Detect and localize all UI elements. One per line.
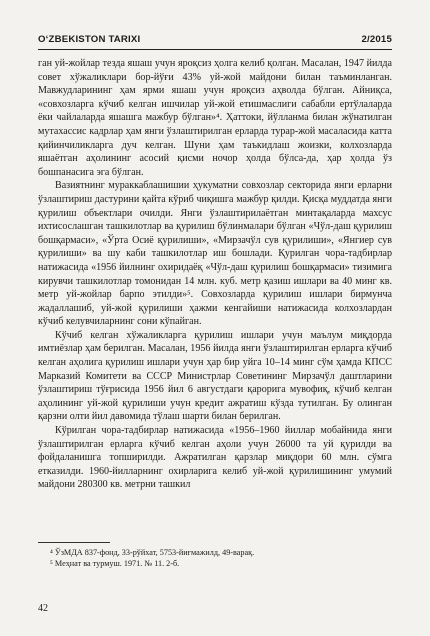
journal-title: O‘ZBEKISTON TARIXI xyxy=(38,34,141,45)
footnotes xyxy=(38,542,392,569)
page-number: 42 xyxy=(38,603,48,614)
paragraph-3: Кўчиб келган хўжаликларга қурилиш ишлари учун маълум миқдорда имтиёзлар ҳам берилган. Масалан, 1956 йилда янги ўзлаштирилган ерларга кўчиб келган аҳолига қурилиш ишлари учун ҳар бир уйга 10–14 минг сўм ҳамда КПСС Марказий Комитети ва СССР Министрлар Советининг Мирзачўл даштларини ўзлаштириш тўғрисида 1956 йил 6 августдаги қарорига мувофиқ, кўчиб келган аҳолининг уй-жой қурилиши учун кредит ажратиш кўзда тутилган. Бу олинган қарзни олти йил давомида тўлаш шарти билан берилган. xyxy=(38,329,392,423)
issue-number: 2/2015 xyxy=(361,34,392,45)
footnote-5: ⁵ Меҳнат ва турмуш. 1971. № 11. 2-б. xyxy=(50,559,180,568)
footnote-divider xyxy=(38,542,110,543)
running-header xyxy=(38,34,392,50)
paragraph-2: Вазиятнинг мураккаблашишии ҳукуматни совхозлар секторида янги ерларни ўзлаштириш дастурини қайта кўриб чиқишга мажбур қилди. Қисқа муддатда янги қурилиш объектлари очилди. Янги ўзлаштирилаётган минтақаларда махсус ихтисослашган ташкилотлар ва қурилиш бўлинмалари бўлган «Чўл-даш қурилиш бошқармаси», «Ўрта Осиё қурилиши», «Мирзачўл сув қурилиши», «Янгиер сув қурилиши» ва шу каби ташкилотлар иш бошлади. Қурилган чора-тадбирлар натижасида «1956 йилнинг охиридаёқ «Чўл-даш қурилиш бошқармаси» тизимига кирувчи ташкилотлар томонидан 14 млн. куб. метр қазиш ишлари ва 40 минг кв. метр уй-жойлар барпо этилди»⁵. Совхозларда қурилиш ишлари бирмунча жадаллашиб, уй-жой қурилиши ҳажми кенгайиши натижасида колхозлардан кўчиб келувчиларнинг сони кўпайган. xyxy=(38,180,392,328)
article-body xyxy=(38,57,392,492)
footnote-4: ⁴ ЎзМДА 837-фонд, 33-рўйхат, 5753-йиғмажилд, 49-варақ. xyxy=(50,548,255,557)
paragraph-4: Кўрилган чора-тадбирлар натижасида «1956–1960 йиллар мобайнида янги ўзлаштирилган ерларга кўчиб келган аҳоли учун 26000 та уй қурилди ва фойдаланишга топширилди. Ажратилган қарзлар миқдори 60 млн. сўмга етказилди. 1960-йилларнинг охирларига келиб уй-жой қурилишининг умумий майдони 280300 кв. метрни ташкил xyxy=(38,425,392,491)
paragraph-1: ган уй-жойлар тезда яшаш учун яроқсиз ҳолга келиб қолган. Масалан, 1947 йилда совет хўжаликлари бор-йўғи 43% уй-жой майдони билан таъминланган. Мавжудларининг ҳам ярми яшаш учун яроқсиз аҳволда бўлган. Айниқса, «совхозларга кўчиб келган ишчилар уй-жой етишмаслиги сабабли ертўлаларда ёки чайлаларда яшашга мажбур бўлган»⁴. Ҳаттоки, йўлланма билан жўнатилган мутахассис кадрлар ҳам янги ўзлаштирилган ерларда турар-жой масаласида катта қийинчиликларга дуч келган. Шуни ҳам таъкидлаш жоизки, колхозларда яшаётган аҳолининг асосий қисми ночор ҳолда бўлса-да, ҳар ҳолда ўз бошпанасига эга бўлган. xyxy=(38,58,392,178)
